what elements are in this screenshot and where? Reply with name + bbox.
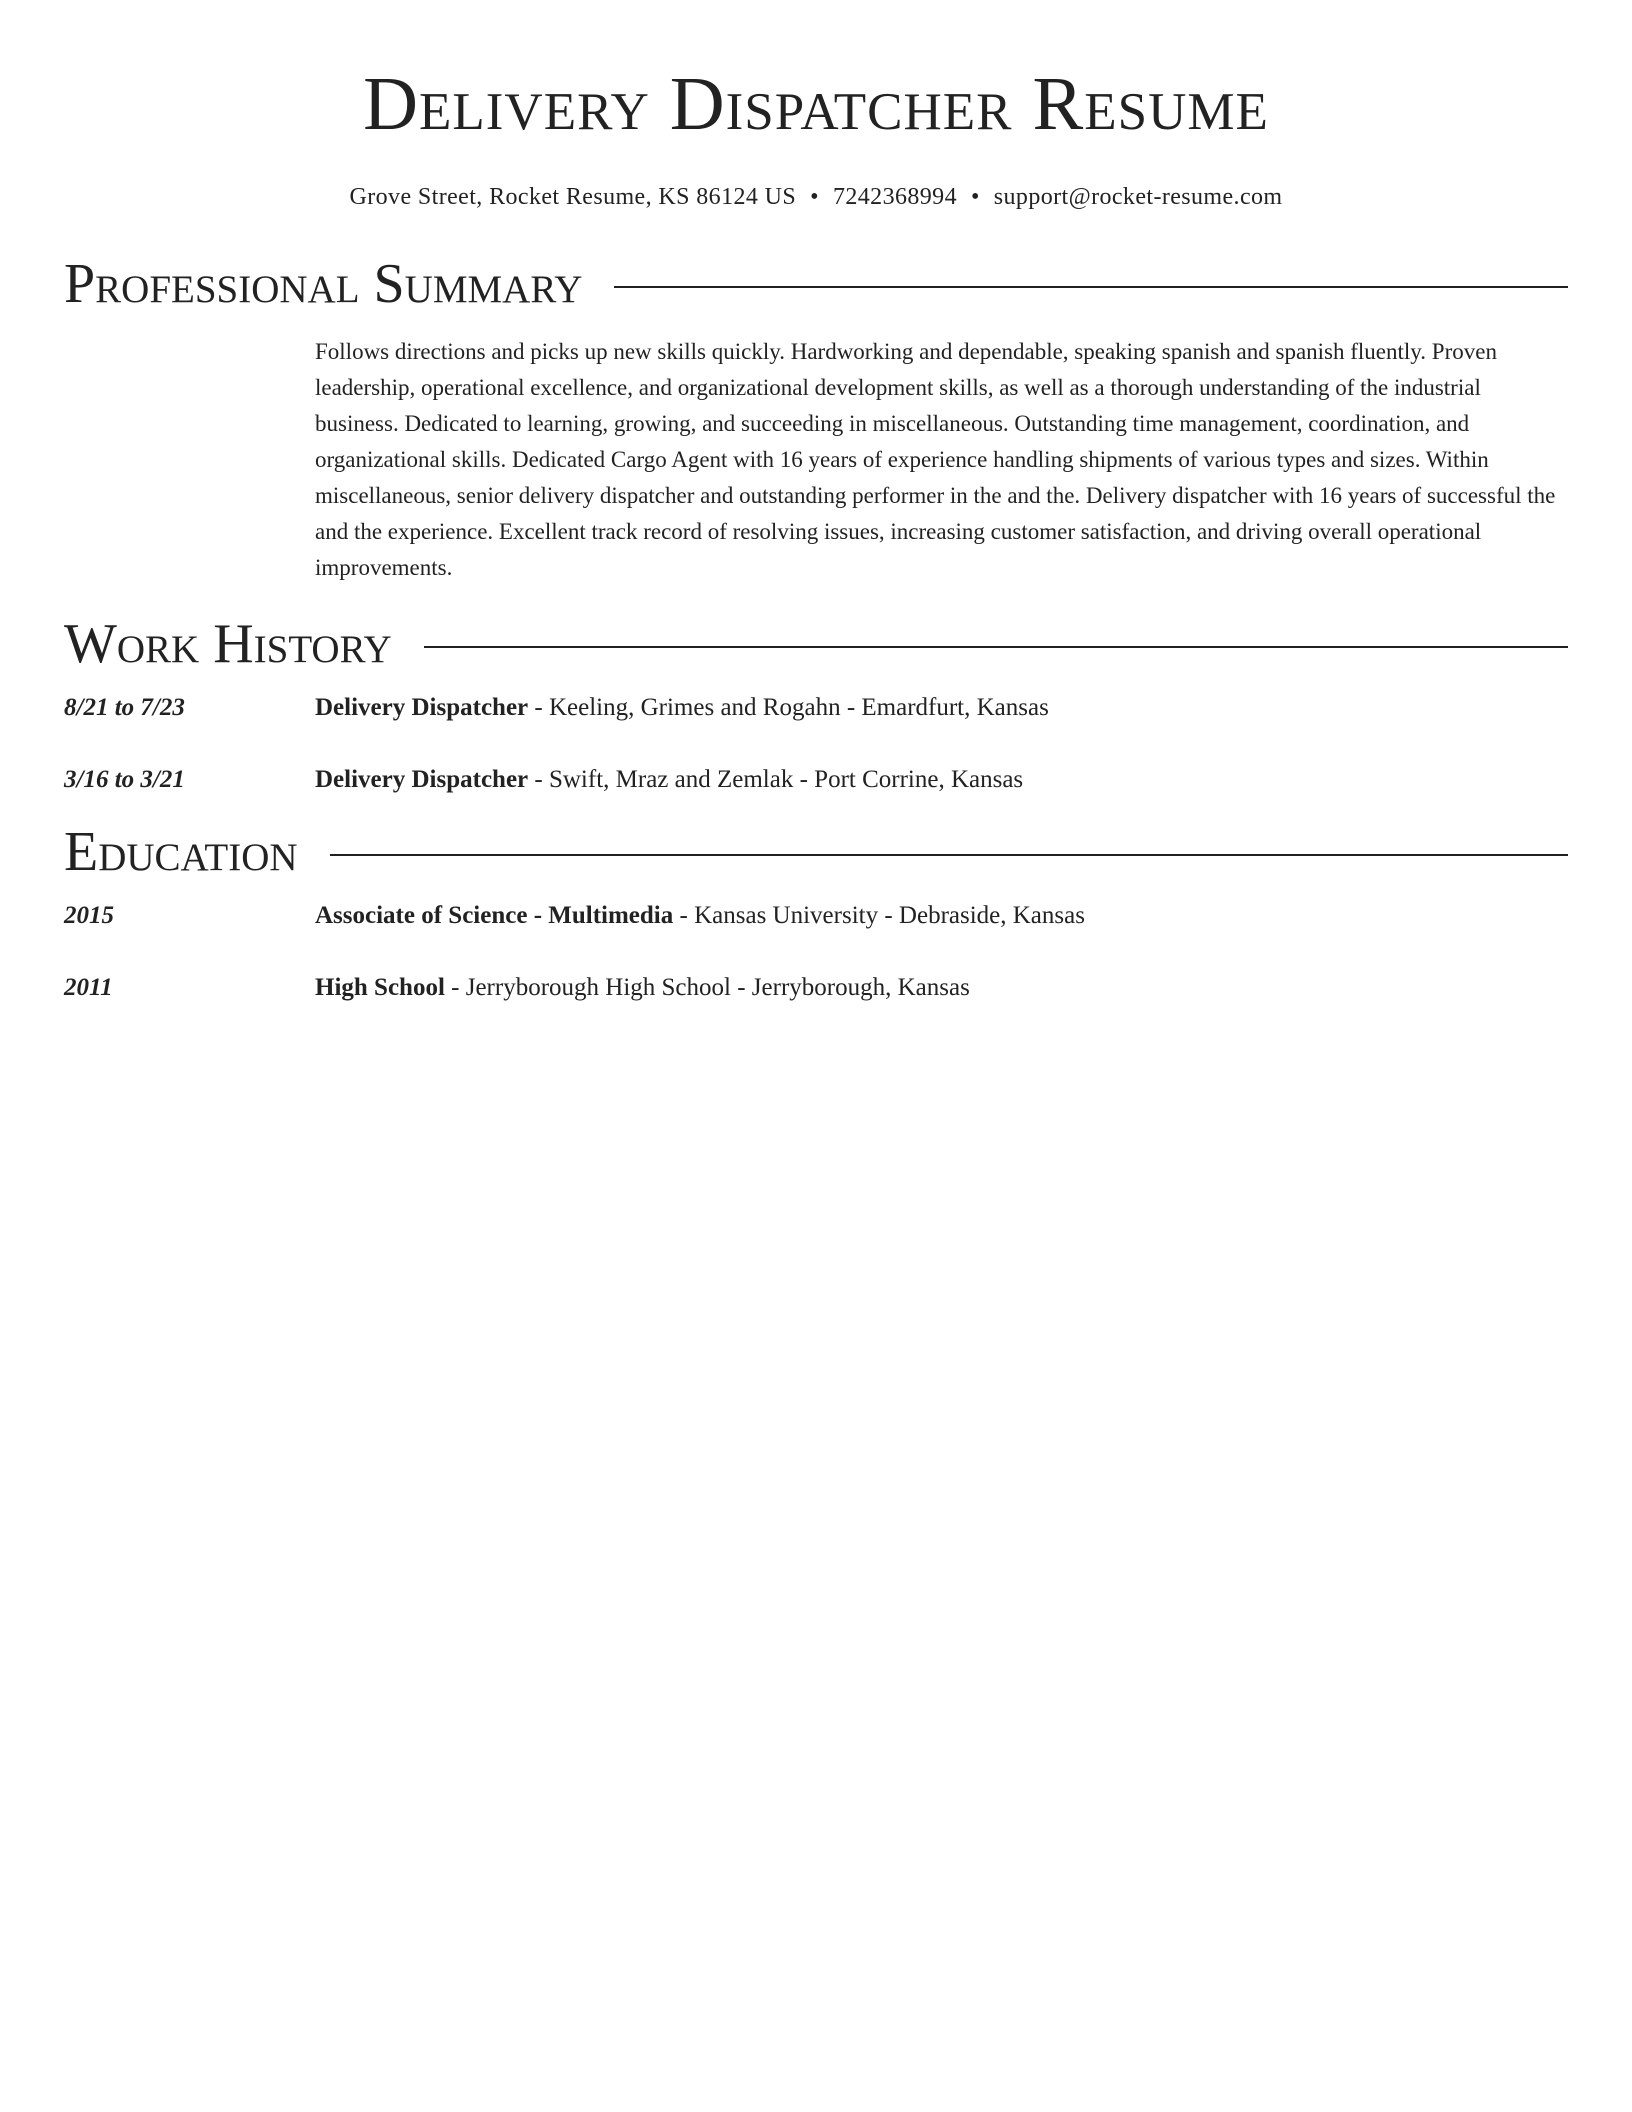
work-entry — [64, 692, 1568, 724]
work-description — [315, 764, 1568, 796]
work-dates: 3/16 to 3/21 — [64, 766, 185, 793]
education-entry — [64, 972, 1568, 1004]
work-role: Delivery Dispatcher — [315, 694, 529, 721]
education-details: - Kansas University - Debraside, Kansas — [673, 902, 1085, 929]
summary-text: Follows directions and picks up new skills quickly. Hardworking and dependable, speaking spanish and spanish fluently. Proven leadership, operational excellence, and organizational development skills, as well as a thorough understanding of the industrial business. Dedicated to learning, growing, and succeeding in miscellaneous. Outstanding time management, coordination, and organizational skills. Dedicated Cargo Agent with 16 years of experience handling shipments of various types and sizes. Within miscellaneous, senior delivery dispatcher and outstanding performer in the and the. Delivery dispatcher with 16 years of successful the and the experience. Excellent track record of resolving issues, increasing customer satisfaction, and driving overall operational improvements. — [315, 339, 1556, 580]
section-header — [64, 820, 1568, 884]
section-divider — [330, 854, 1568, 856]
resume-header — [64, 0, 1568, 212]
education-list — [64, 900, 1568, 1004]
contact-separator: • — [810, 184, 819, 210]
resume-title: Delivery Dispatcher Resume — [363, 62, 1269, 146]
education-section — [64, 820, 1568, 1004]
section-divider — [424, 646, 1568, 648]
contact-email: support@rocket-resume.com — [993, 184, 1283, 210]
work-details: - Swift, Mraz and Zemlak - Port Corrine, Kansas — [528, 766, 1024, 793]
work-history-list — [64, 692, 1568, 796]
work-history-section — [64, 612, 1568, 796]
contact-address: Grove Street, Rocket Resume, KS 86124 US — [349, 184, 797, 210]
education-details: - Jerryborough High School - Jerryborough, Kansas — [444, 974, 970, 1001]
education-description — [315, 900, 1568, 932]
section-title-work-history: Work History — [64, 613, 392, 675]
work-description — [315, 692, 1568, 724]
contact-separator: • — [970, 184, 980, 210]
education-degree: Associate of Science - Multimedia — [315, 902, 674, 929]
section-title-education: Education — [64, 821, 298, 883]
contact-phone: 7242368994 — [832, 184, 957, 210]
work-entry — [64, 764, 1568, 796]
contact-line — [64, 182, 1568, 212]
section-header — [64, 612, 1568, 676]
work-dates: 8/21 to 7/23 — [64, 694, 185, 721]
professional-summary-section — [64, 252, 1568, 586]
education-year: 2011 — [64, 974, 113, 1001]
work-details: - Keeling, Grimes and Rogahn - Emardfurt, Kansas — [528, 694, 1049, 721]
section-divider — [614, 286, 1568, 288]
education-description — [315, 972, 1568, 1004]
education-degree: High School — [315, 974, 445, 1001]
work-role: Delivery Dispatcher — [315, 766, 529, 793]
education-year: 2015 — [64, 902, 114, 929]
education-entry — [64, 900, 1568, 932]
section-title-summary: Professional Summary — [64, 253, 583, 315]
section-header — [64, 252, 1568, 316]
